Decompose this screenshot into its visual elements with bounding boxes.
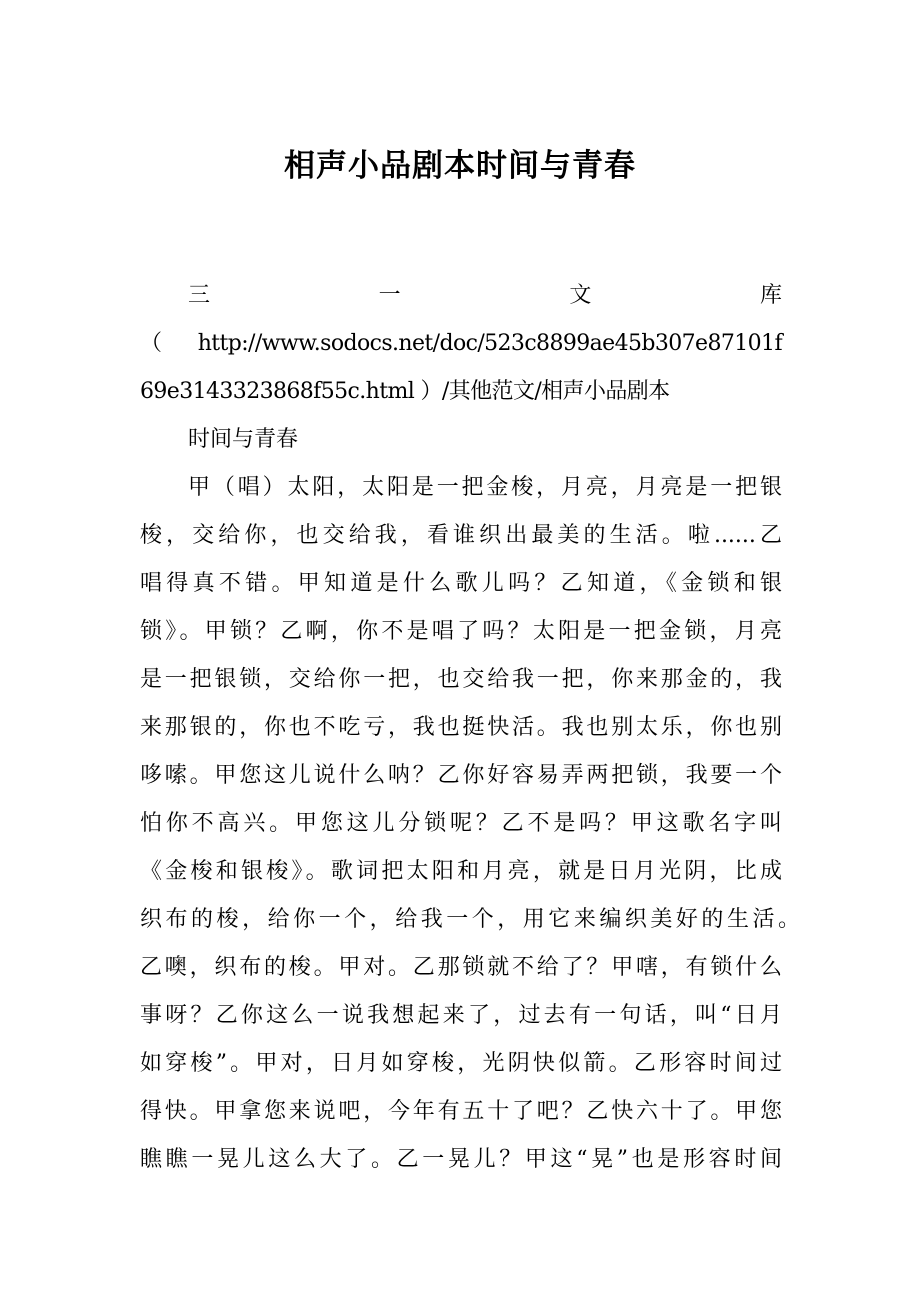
paragraph-line: 梭，交给你，也交给我，看谁织出最美的生活。啦......乙 xyxy=(140,523,782,548)
document-body xyxy=(140,272,800,1184)
source-url-line-2[interactable]: 69e3143323868f55c.html ）/其他范文/相声小品剧本 xyxy=(140,379,670,404)
source-char: 三 xyxy=(188,283,211,308)
source-char: 库 xyxy=(759,283,782,308)
paragraph-line: 怕你不高兴。甲您这儿分锁呢？乙不是吗？甲这歌名字叫 xyxy=(140,811,782,836)
paragraph-line: 乙噢，织布的梭。甲对。乙那锁就不给了？甲嗐，有锁什么 xyxy=(140,955,782,980)
paragraph-line: 唱得真不错。甲知道是什么歌儿吗？乙知道，《金锁和银 xyxy=(140,571,782,596)
source-char: 一 xyxy=(378,283,401,308)
paragraph-line: 如穿梭”。甲对，日月如穿梭，光阴快似箭。乙形容时间过 xyxy=(140,1051,782,1076)
paragraph-line: 事呀？乙你这么一说我想起来了，过去有一句话，叫“日月 xyxy=(140,1003,782,1028)
page-title: 相声小品剧本时间与青春 xyxy=(284,148,636,184)
source-label xyxy=(140,272,782,320)
paragraph-line: 《金梭和银梭》。歌词把太阳和月亮，就是日月光阴，比成 xyxy=(140,859,782,884)
paragraph-line: 来那银的，你也不吃亏，我也挺快活。我也别太乐，你也别 xyxy=(140,715,782,740)
paragraph-line: 是一把银锁，交给你一把，也交给我一把，你来那金的，我 xyxy=(140,667,782,692)
paragraph-line: 甲（唱）太阳，太阳是一把金梭，月亮，月亮是一把银 xyxy=(188,475,782,500)
paragraph-line: 锁》。甲锁？乙啊，你不是唱了吗？太阳是一把金锁，月亮 xyxy=(140,619,782,644)
paragraph-line: 哆嗦。甲您这儿说什么呐？乙你好容易弄两把锁，我要一个 xyxy=(140,763,782,788)
subtitle: 时间与青春 xyxy=(188,427,299,452)
source-url-line-1[interactable]: （ http://www.sodocs.net/doc/523c8899ae45b307e87101f xyxy=(140,331,782,356)
paragraph-line: 织布的梭，给你一个，给我一个，用它来编织美好的生活。 xyxy=(140,907,800,932)
paragraph-line: 得快。甲拿您来说吧，今年有五十了吧？乙快六十了。甲您 xyxy=(140,1099,782,1124)
source-char: 文 xyxy=(569,283,592,308)
paragraph-line: 瞧瞧一晃儿这么大了。乙一晃儿？甲这“晃”也是形容时间 xyxy=(140,1147,782,1172)
